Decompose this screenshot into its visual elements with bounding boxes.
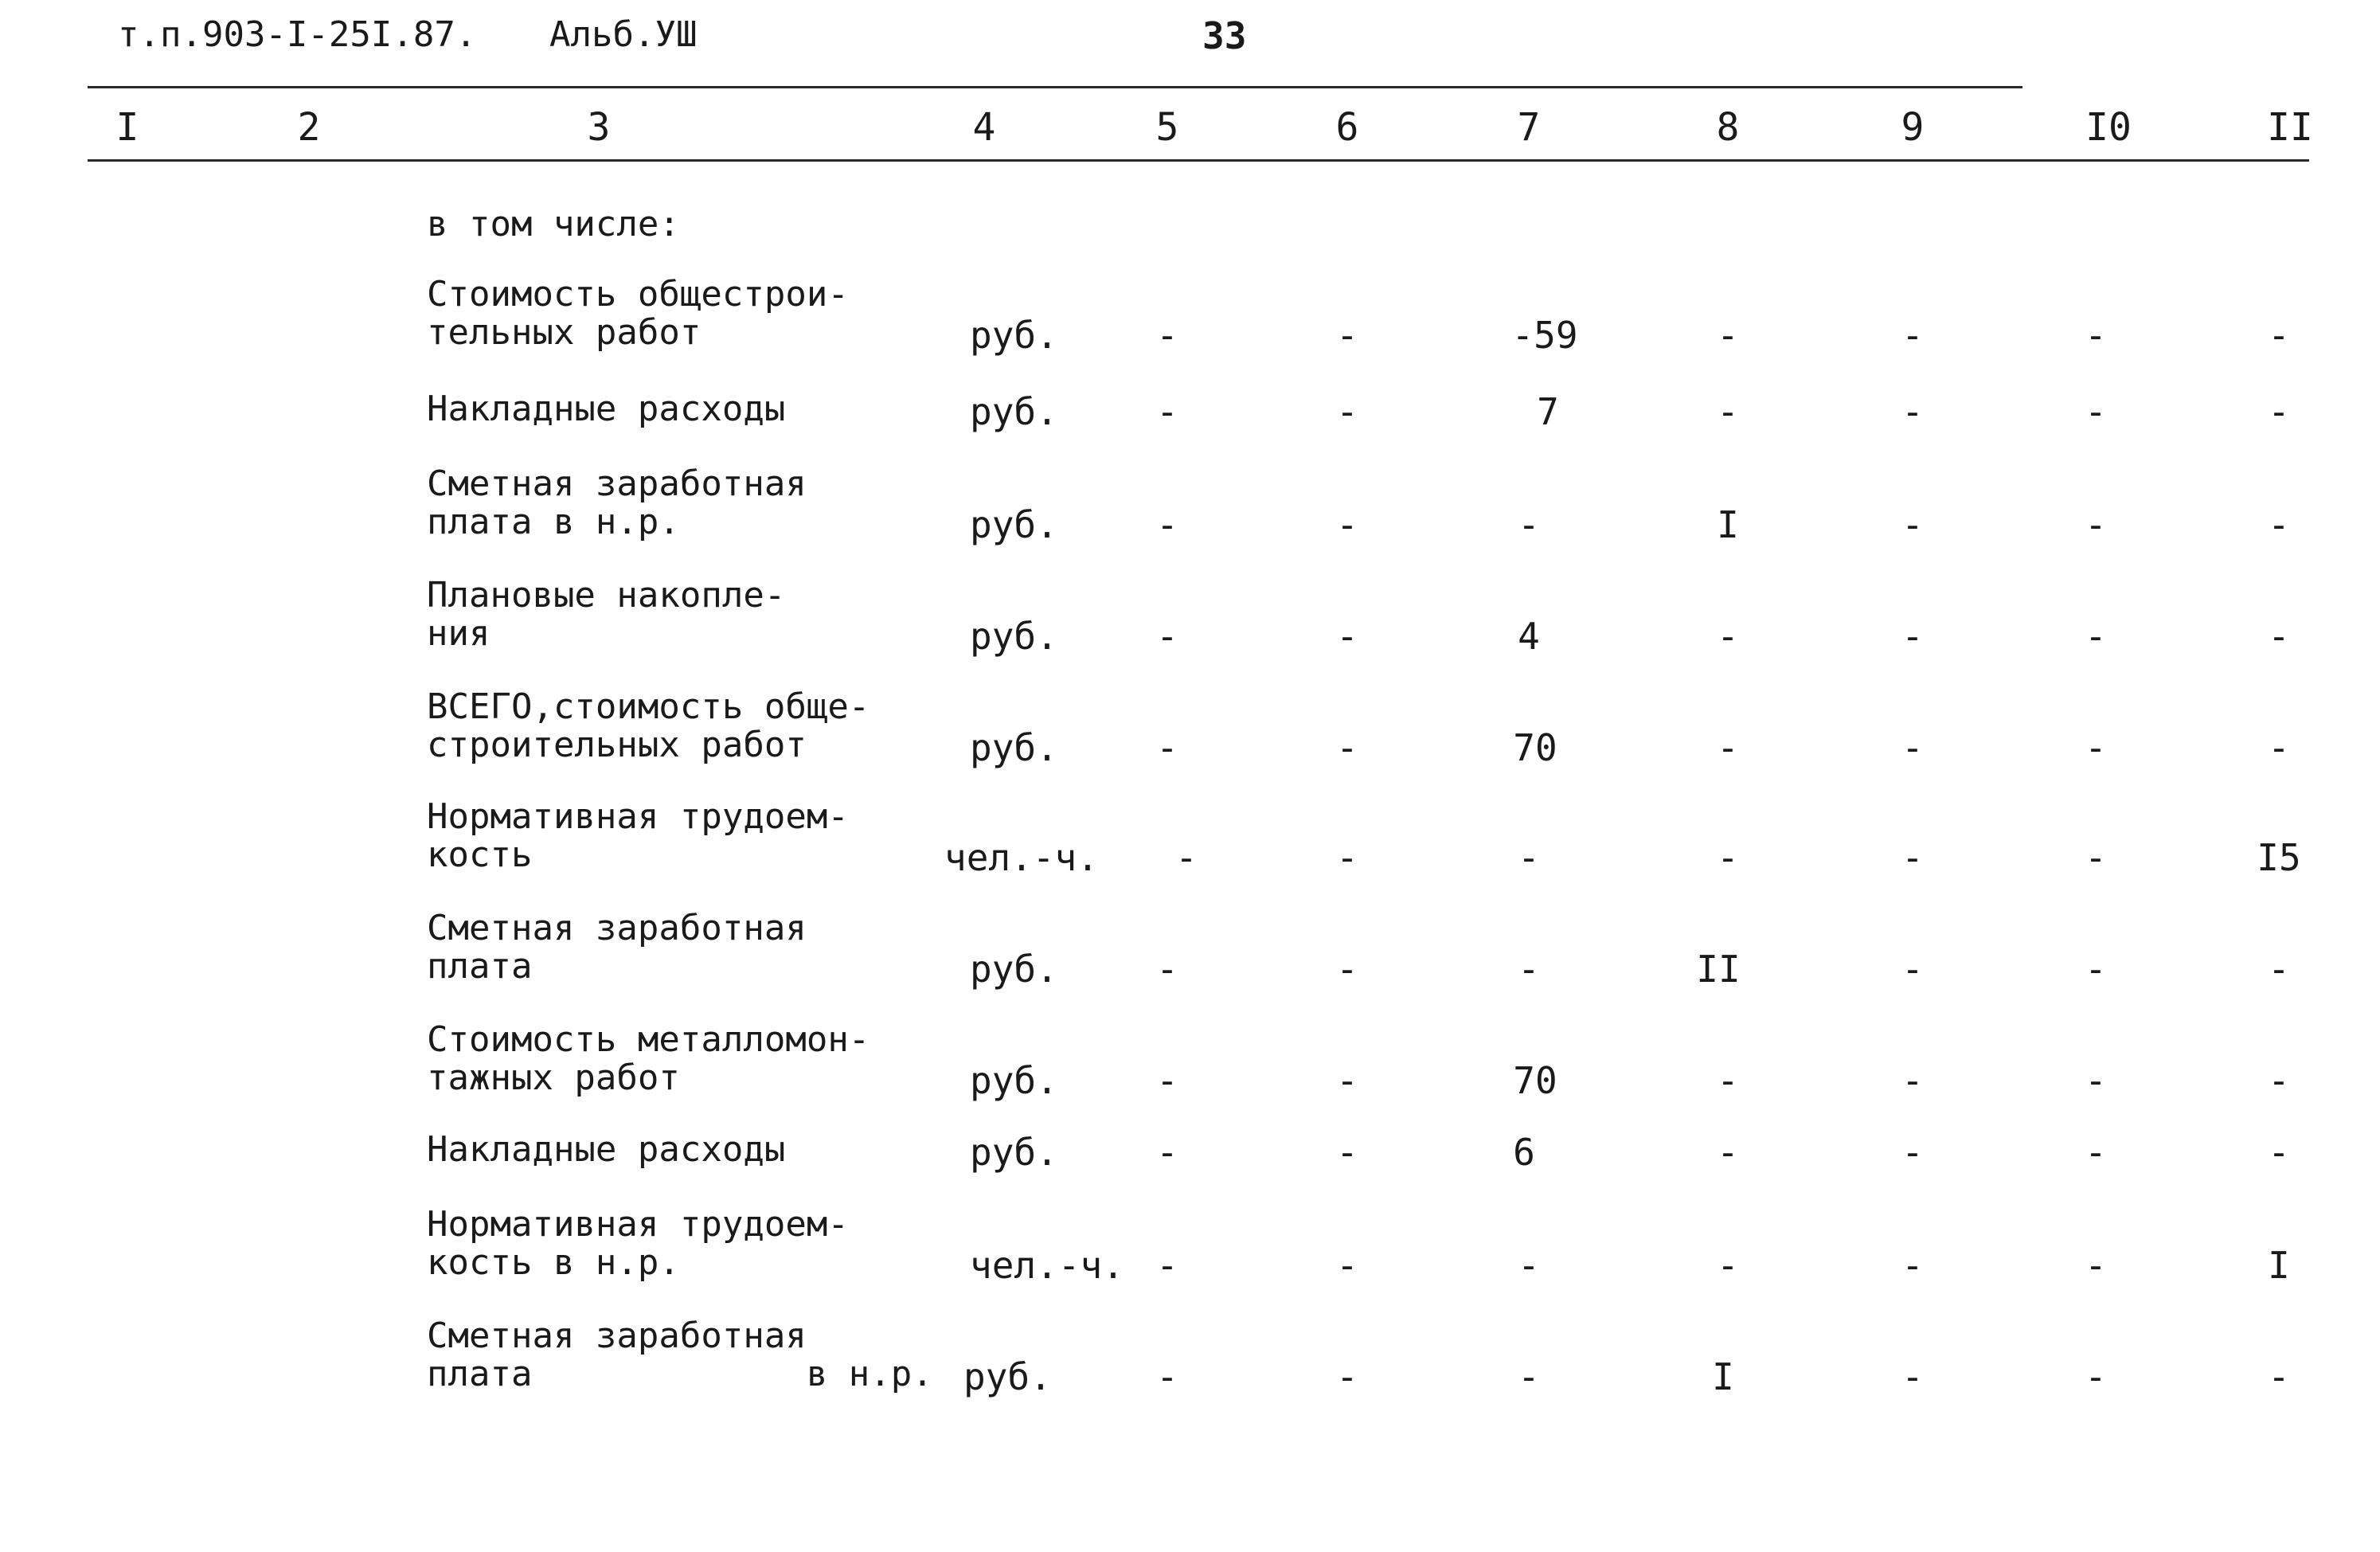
cell-col9: - (1901, 1244, 1924, 1287)
cell-col11: - (2268, 1059, 2290, 1102)
cell-col5: - (1156, 314, 1178, 357)
cell-col9: - (1901, 314, 1924, 357)
cell-col5: - (1156, 948, 1178, 991)
cell-col9: - (1901, 726, 1924, 769)
column-number-11: II (2267, 105, 2313, 150)
cell-col10: - (2085, 1131, 2107, 1174)
row-unit: руб. (970, 503, 1058, 546)
cell-col8: I (1717, 503, 1739, 546)
row-label: Плановые накопле- ния (427, 575, 786, 654)
column-number-8: 8 (1716, 105, 1740, 150)
cell-col6: - (1336, 1131, 1358, 1174)
cell-col8: I (1712, 1355, 1734, 1398)
cell-col6: - (1336, 1355, 1358, 1398)
cell-col10: - (2085, 1244, 2107, 1287)
row-unit: чел.-ч. (944, 836, 1099, 879)
cell-col6: - (1336, 1244, 1358, 1287)
row-label: Стоимость металломон- тажных работ (427, 1019, 870, 1098)
cell-col5: - (1156, 503, 1178, 546)
album-label: Альб.УШ (549, 14, 698, 55)
cell-col6: - (1336, 314, 1358, 357)
cell-col7: - (1518, 1244, 1540, 1287)
cell-col8: - (1717, 726, 1739, 769)
column-number-3: 3 (587, 105, 611, 150)
cell-col10: - (2085, 948, 2107, 991)
cell-col9: - (1901, 1131, 1924, 1174)
row-unit: руб. (970, 390, 1058, 433)
cell-col7: 7 (1537, 390, 1559, 433)
column-number-9: 9 (1901, 105, 1925, 150)
cell-col10: - (2085, 615, 2107, 658)
cell-col5: - (1156, 1355, 1178, 1398)
row-label: Накладные расходы (427, 389, 786, 429)
cell-col10: - (2085, 314, 2107, 357)
cell-col10: - (2085, 726, 2107, 769)
cell-col7: - (1518, 836, 1540, 879)
cell-col9: - (1901, 615, 1924, 658)
cell-col8: - (1717, 1059, 1739, 1102)
row-label: Сметная заработная плата (427, 908, 807, 987)
cell-col11: - (2268, 615, 2290, 658)
row-unit: чел.-ч. (970, 1244, 1124, 1287)
cell-col7: - (1518, 503, 1540, 546)
cell-col11: - (2268, 1355, 2290, 1398)
row-label: Сметная заработная плата в н.р. (427, 463, 807, 542)
document-reference: т.п.903-I-25I.87. (118, 14, 477, 55)
cell-col8: - (1717, 836, 1739, 879)
cell-col11: - (2268, 948, 2290, 991)
cell-col6: - (1336, 948, 1358, 991)
cell-col5: - (1175, 836, 1198, 879)
cell-col5: - (1156, 726, 1178, 769)
column-number-5: 5 (1155, 105, 1179, 150)
cell-col6: - (1336, 503, 1358, 546)
column-number-6: 6 (1335, 105, 1359, 150)
cell-col10: - (2085, 503, 2107, 546)
cell-col8: - (1717, 1131, 1739, 1174)
cell-col8: - (1717, 390, 1739, 433)
row-label: Стоимость общестрои- тельных работ (427, 274, 849, 353)
cell-col9: - (1901, 1059, 1924, 1102)
column-number-1: I (115, 105, 139, 150)
cell-col9: - (1901, 503, 1924, 546)
row-unit: руб. (970, 1131, 1058, 1174)
row-unit: руб. (970, 948, 1058, 991)
cell-col7: 6 (1513, 1131, 1535, 1174)
cell-col9: - (1901, 948, 1924, 991)
row-label: Сметная заработная плата в н.р. (427, 1315, 933, 1394)
cell-col5: - (1156, 390, 1178, 433)
column-number-7: 7 (1517, 105, 1541, 150)
cell-col7: 70 (1513, 726, 1557, 769)
row-label: Нормативная трудоем- кость (427, 796, 849, 875)
row-unit: руб. (970, 314, 1058, 357)
row-unit: руб. (970, 1059, 1058, 1102)
column-number-2: 2 (297, 105, 321, 150)
cell-col9: - (1901, 390, 1924, 433)
cell-col10: - (2085, 836, 2107, 879)
cell-col11: - (2268, 726, 2290, 769)
cell-col7: - (1518, 948, 1540, 991)
section-label: в том числе: (427, 204, 680, 244)
cell-col10: - (2085, 390, 2107, 433)
header-top-rule (88, 86, 2022, 88)
page-number: 33 (1202, 14, 1247, 57)
cell-col11: - (2268, 390, 2290, 433)
row-unit: руб. (970, 615, 1058, 658)
column-number-10: I0 (2085, 105, 2132, 150)
cell-col6: - (1336, 1059, 1358, 1102)
cell-col7: - (1518, 1355, 1540, 1398)
cell-col6: - (1336, 726, 1358, 769)
row-unit: руб. (963, 1355, 1052, 1398)
cell-col11: - (2268, 1131, 2290, 1174)
cell-col5: - (1156, 1059, 1178, 1102)
cell-col5: - (1156, 1131, 1178, 1174)
cell-col10: - (2085, 1059, 2107, 1102)
cell-col11: - (2268, 503, 2290, 546)
cell-col11: I (2268, 1244, 2290, 1287)
cell-col7: 4 (1518, 615, 1540, 658)
cell-col5: - (1156, 1244, 1178, 1287)
cell-col7: -59 (1511, 314, 1578, 357)
cell-col9: - (1901, 836, 1924, 879)
row-label: ВСЕГО,стоимость обще- строительных работ (427, 686, 870, 765)
cell-col11: I5 (2257, 836, 2301, 879)
cell-col8: - (1717, 615, 1739, 658)
cell-col11: - (2268, 314, 2290, 357)
cell-col8: - (1717, 314, 1739, 357)
row-unit: руб. (970, 726, 1058, 769)
row-label: Нормативная трудоем- кость в н.р. (427, 1204, 849, 1283)
cell-col8: - (1717, 1244, 1739, 1287)
cell-col9: - (1901, 1355, 1924, 1398)
cell-col5: - (1156, 615, 1178, 658)
cell-col6: - (1336, 390, 1358, 433)
cell-col8: II (1696, 948, 1741, 991)
row-label: Накладные расходы (427, 1129, 786, 1170)
cell-col7: 70 (1513, 1059, 1557, 1102)
header-bottom-rule (88, 159, 2309, 162)
column-number-4: 4 (972, 105, 996, 150)
cell-col10: - (2085, 1355, 2107, 1398)
cell-col6: - (1336, 615, 1358, 658)
cell-col6: - (1336, 836, 1358, 879)
